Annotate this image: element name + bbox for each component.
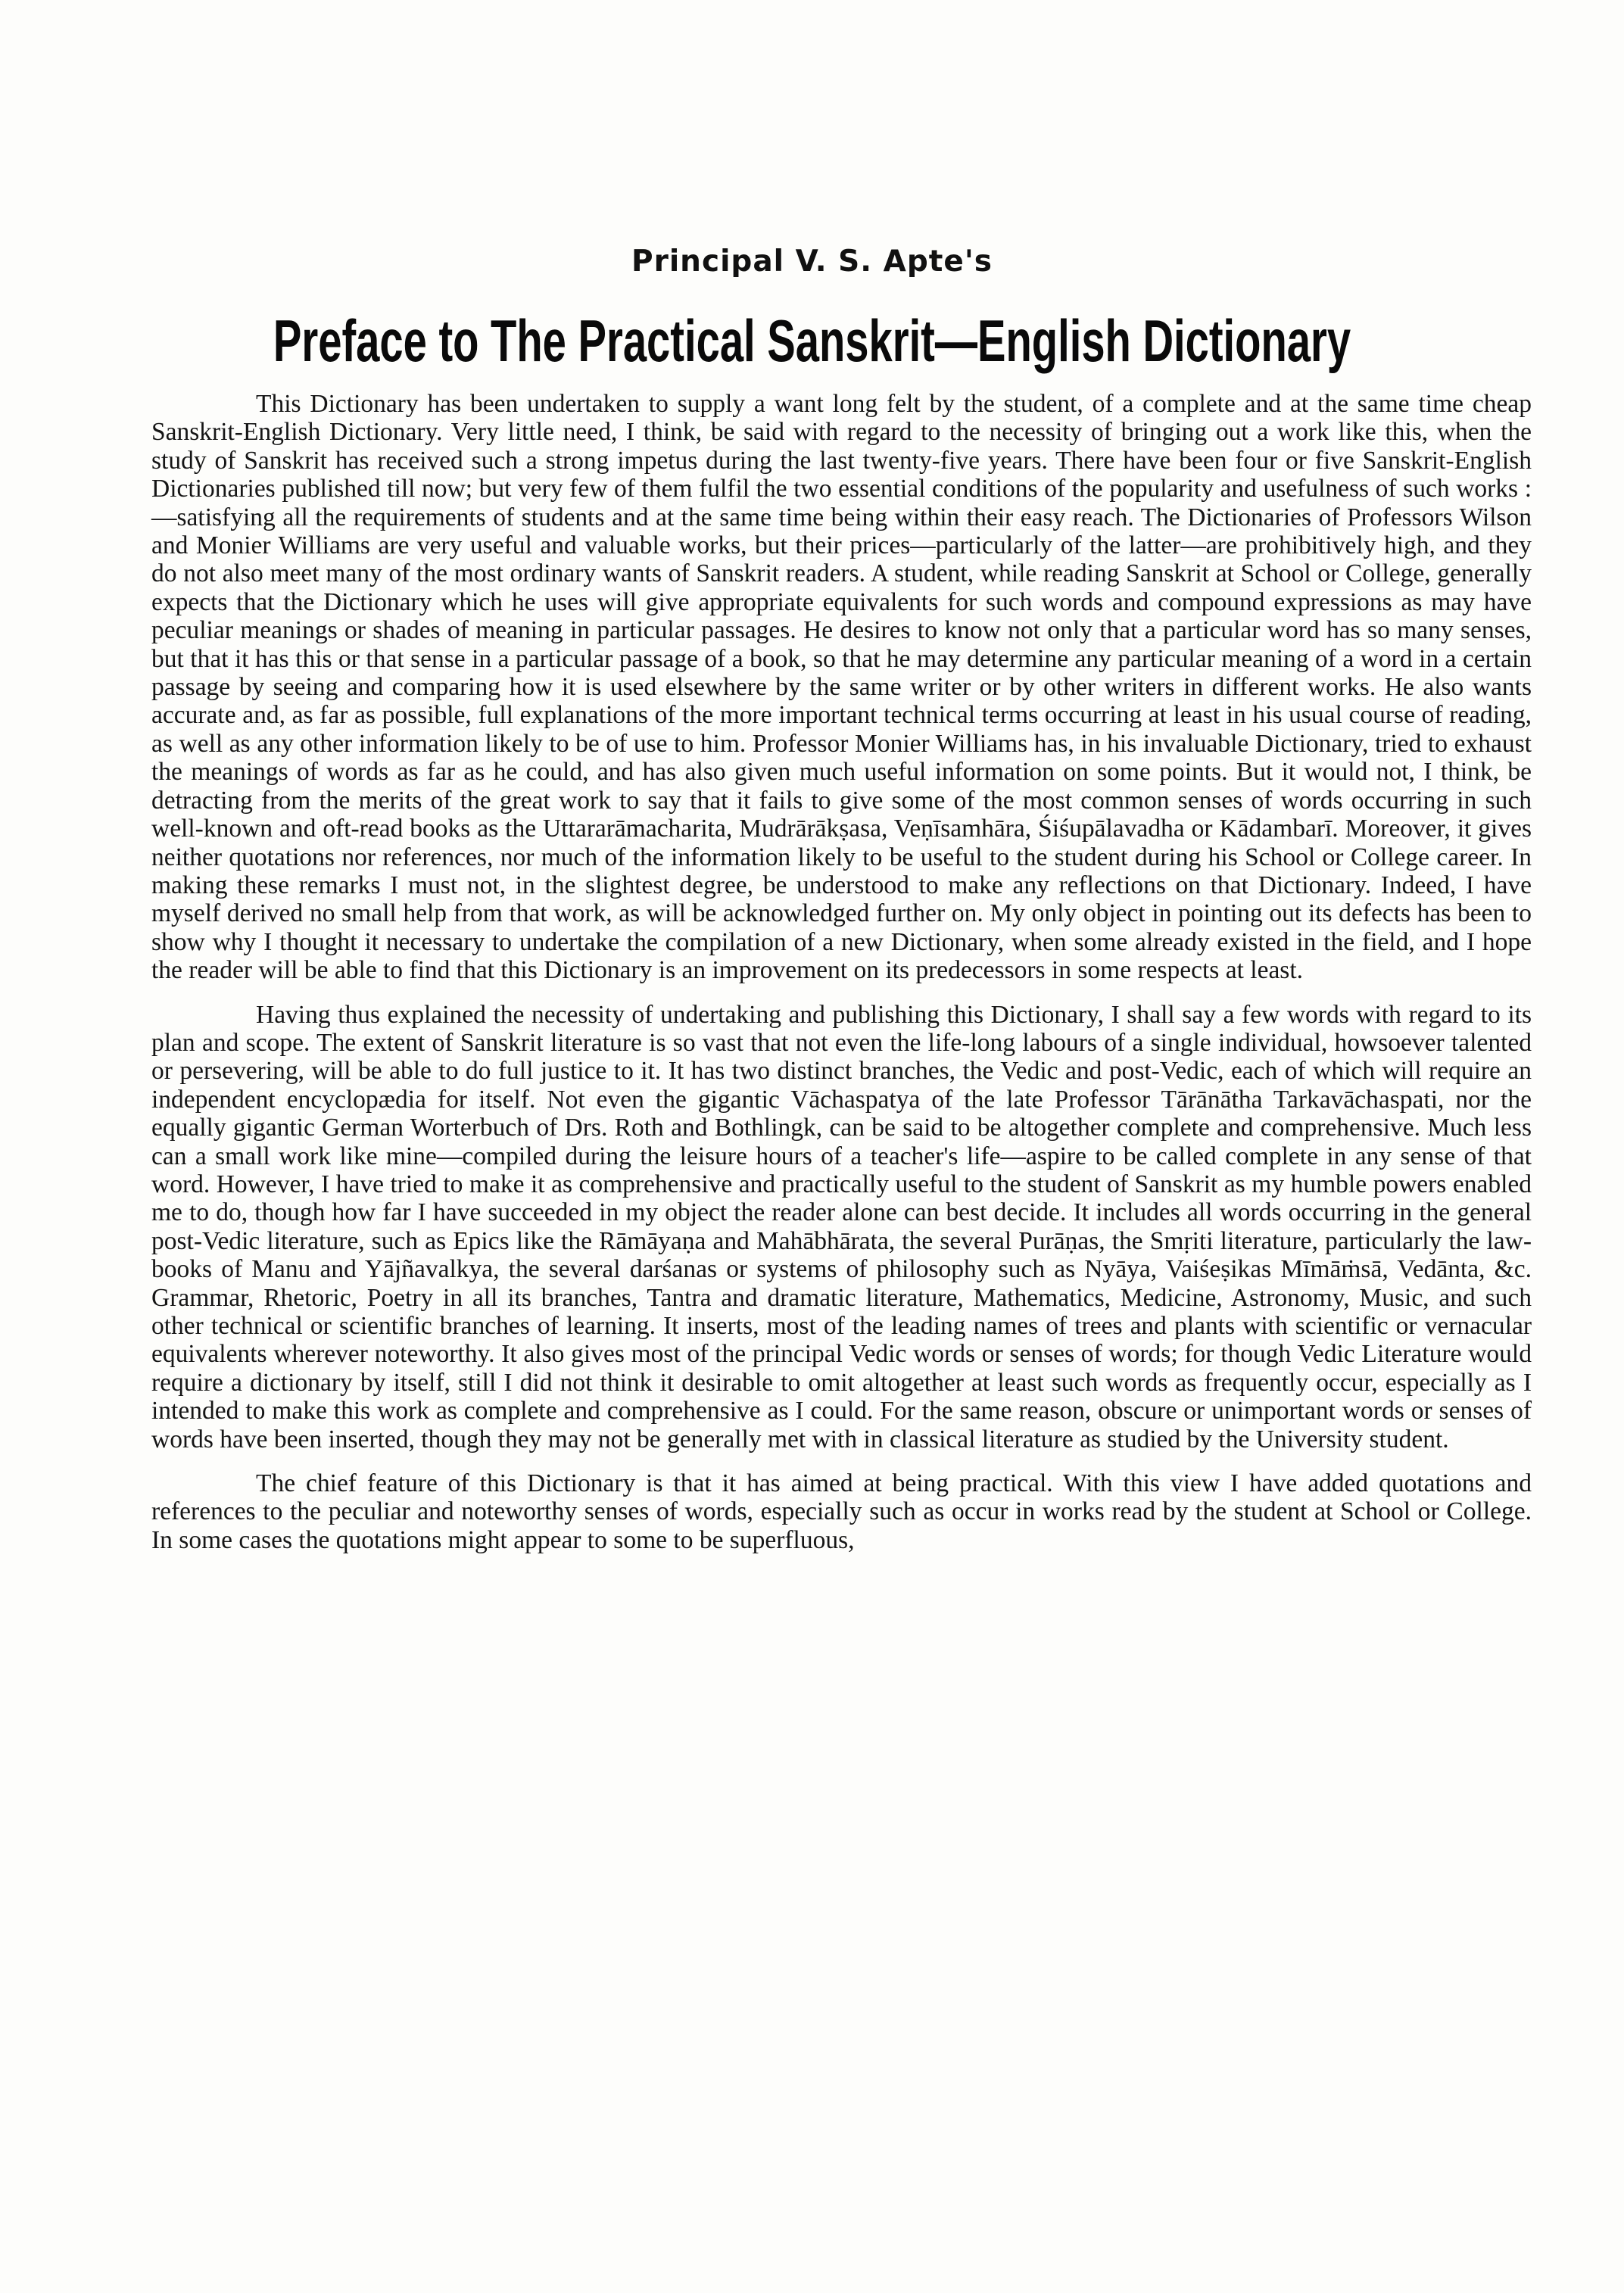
paragraph-1: This Dictionary has been undertaken to supply a want long felt by the student, of a complete and at the same time cheap Sanskrit-English Dictionary. Very little need, I think, be said with regard to the necessity of bringing out a work like this, when the study of Sanskrit has received such a strong impetus during the last twenty-five years. There have been four or five Sanskrit-English Dictionaries published till now; but very few of them fulfil the two essential conditions of the popularity and usefulness of such works :—satisfying all the requirements of students and at the same time being within their easy reach. The Dictionaries of Professors Wilson and Monier Williams are very useful and valuable works, but their prices—particularly of the latter—are prohibitively high, and they do not also meet many of the most ordinary wants of Sanskrit readers. A student, while reading Sanskrit at School or College, generally expects that the Dictionary which he uses will give appropriate equivalents for such words and compound expressions as may have peculiar meanings or shades of meaning in particular passages. He desires to know not only that a particular word has so many senses, but that it has this or that sense in a particular passage of a book, so that he may determine any particular meaning of a word in a certain passage by seeing and comparing how it is used elsewhere by the same writer or by other writers in different works. He also wants accurate and, as far as possible, full explanations of the more important technical terms occurring at least in his usual course of reading, as well as any other information likely to be of use to him. Professor Monier Williams has, in his invaluable Dictionary, tried to exhaust the meanings of words as far as he could, and has also given much useful information on some points. But it would not, I think, be detracting from the merits of the great work to say that it fails to give some of the most common senses of words occurring in such well-known and oft-read books as the Uttararāmacharita, Mudrārākṣasa, Veṇīsamhāra, Śiśupālavadha or Kādambarī. Moreover, it gives neither quotations nor references, nor much of the information likely to be useful to the student during his School or College career. In making these remarks I must not, in the slightest degree, be understood to make any reflections on that Dictionary. Indeed, I have myself derived no small help from that work, as will be acknowledged further on. My only object in pointing out its defects has been to show why I thought it necessary to undertake the compilation of a new Dictionary, when some already existed in the field, and I hope the reader will be able to find that this Dictionary is an improvement on its predecessors in some respects at least.	[151, 390, 1532, 985]
preface-body	[151, 390, 1532, 1554]
page-title: Preface to The Practical Sanskrit—English Dictionary	[273, 307, 1351, 374]
author-heading: Principal V. S. Apte's	[631, 245, 993, 279]
paragraph-3: The chief feature of this Dictionary is that it has aimed at being practical. With this view I have added quotations and references to the peculiar and noteworthy senses of words, especially such as occur in works read by the student at School or College. In some cases the quotations might appear to some to be superfluous,	[151, 1469, 1532, 1554]
paragraph-2: Having thus explained the necessity of undertaking and publishing this Dictionary, I shall say a few words with regard to its plan and scope. The extent of Sanskrit literature is so vast that not even the life-long labours of a single individual, howsoever talented or persevering, will be able to do full justice to it. It has two distinct branches, the Vedic and post-Vedic, each of which will require an independent encyclopædia for itself. Not even the gigantic Vāchaspatya of the late Professor Tārānātha Tarkavāchaspati, nor the equally gigantic German Worterbuch of Drs. Roth and Bothlingk, can be said to be altogether complete and comprehensive. Much less can a small work like mine—compiled during the leisure hours of a teacher's life—aspire to be called complete in any sense of that word. However, I have tried to make it as comprehensive and practically useful to the student of Sanskrit as my humble powers enabled me to do, though how far I have succeeded in my object the reader alone can best decide. It includes all words occurring in the general post-Vedic literature, such as Epics like the Rāmāyaṇa and Mahābhārata, the several Purāṇas, the Smṛiti literature, particularly the law-books of Manu and Yājñavalkya, the several darśanas or systems of philosophy such as Nyāya, Vaiśeṣikas Mīmāṁsā, Vedānta, &c. Grammar, Rhetoric, Poetry in all its branches, Tantra and dramatic literature, Mathematics, Medicine, Astronomy, Music, and such other technical or scientific branches of learning. It inserts, most of the leading names of trees and plants with scientific or vernacular equivalents wherever noteworthy. It also gives most of the principal Vedic words or senses of words; for though Vedic Literature would require a dictionary by itself, still I did not think it desirable to omit altogether at least such words as frequently occur, especially as I intended to make this work as complete and comprehensive as I could. For the same reason, obscure or unimportant words or senses of words have been inserted, though they may not be generally met with in classical literature as studied by the University student.	[151, 1000, 1532, 1453]
